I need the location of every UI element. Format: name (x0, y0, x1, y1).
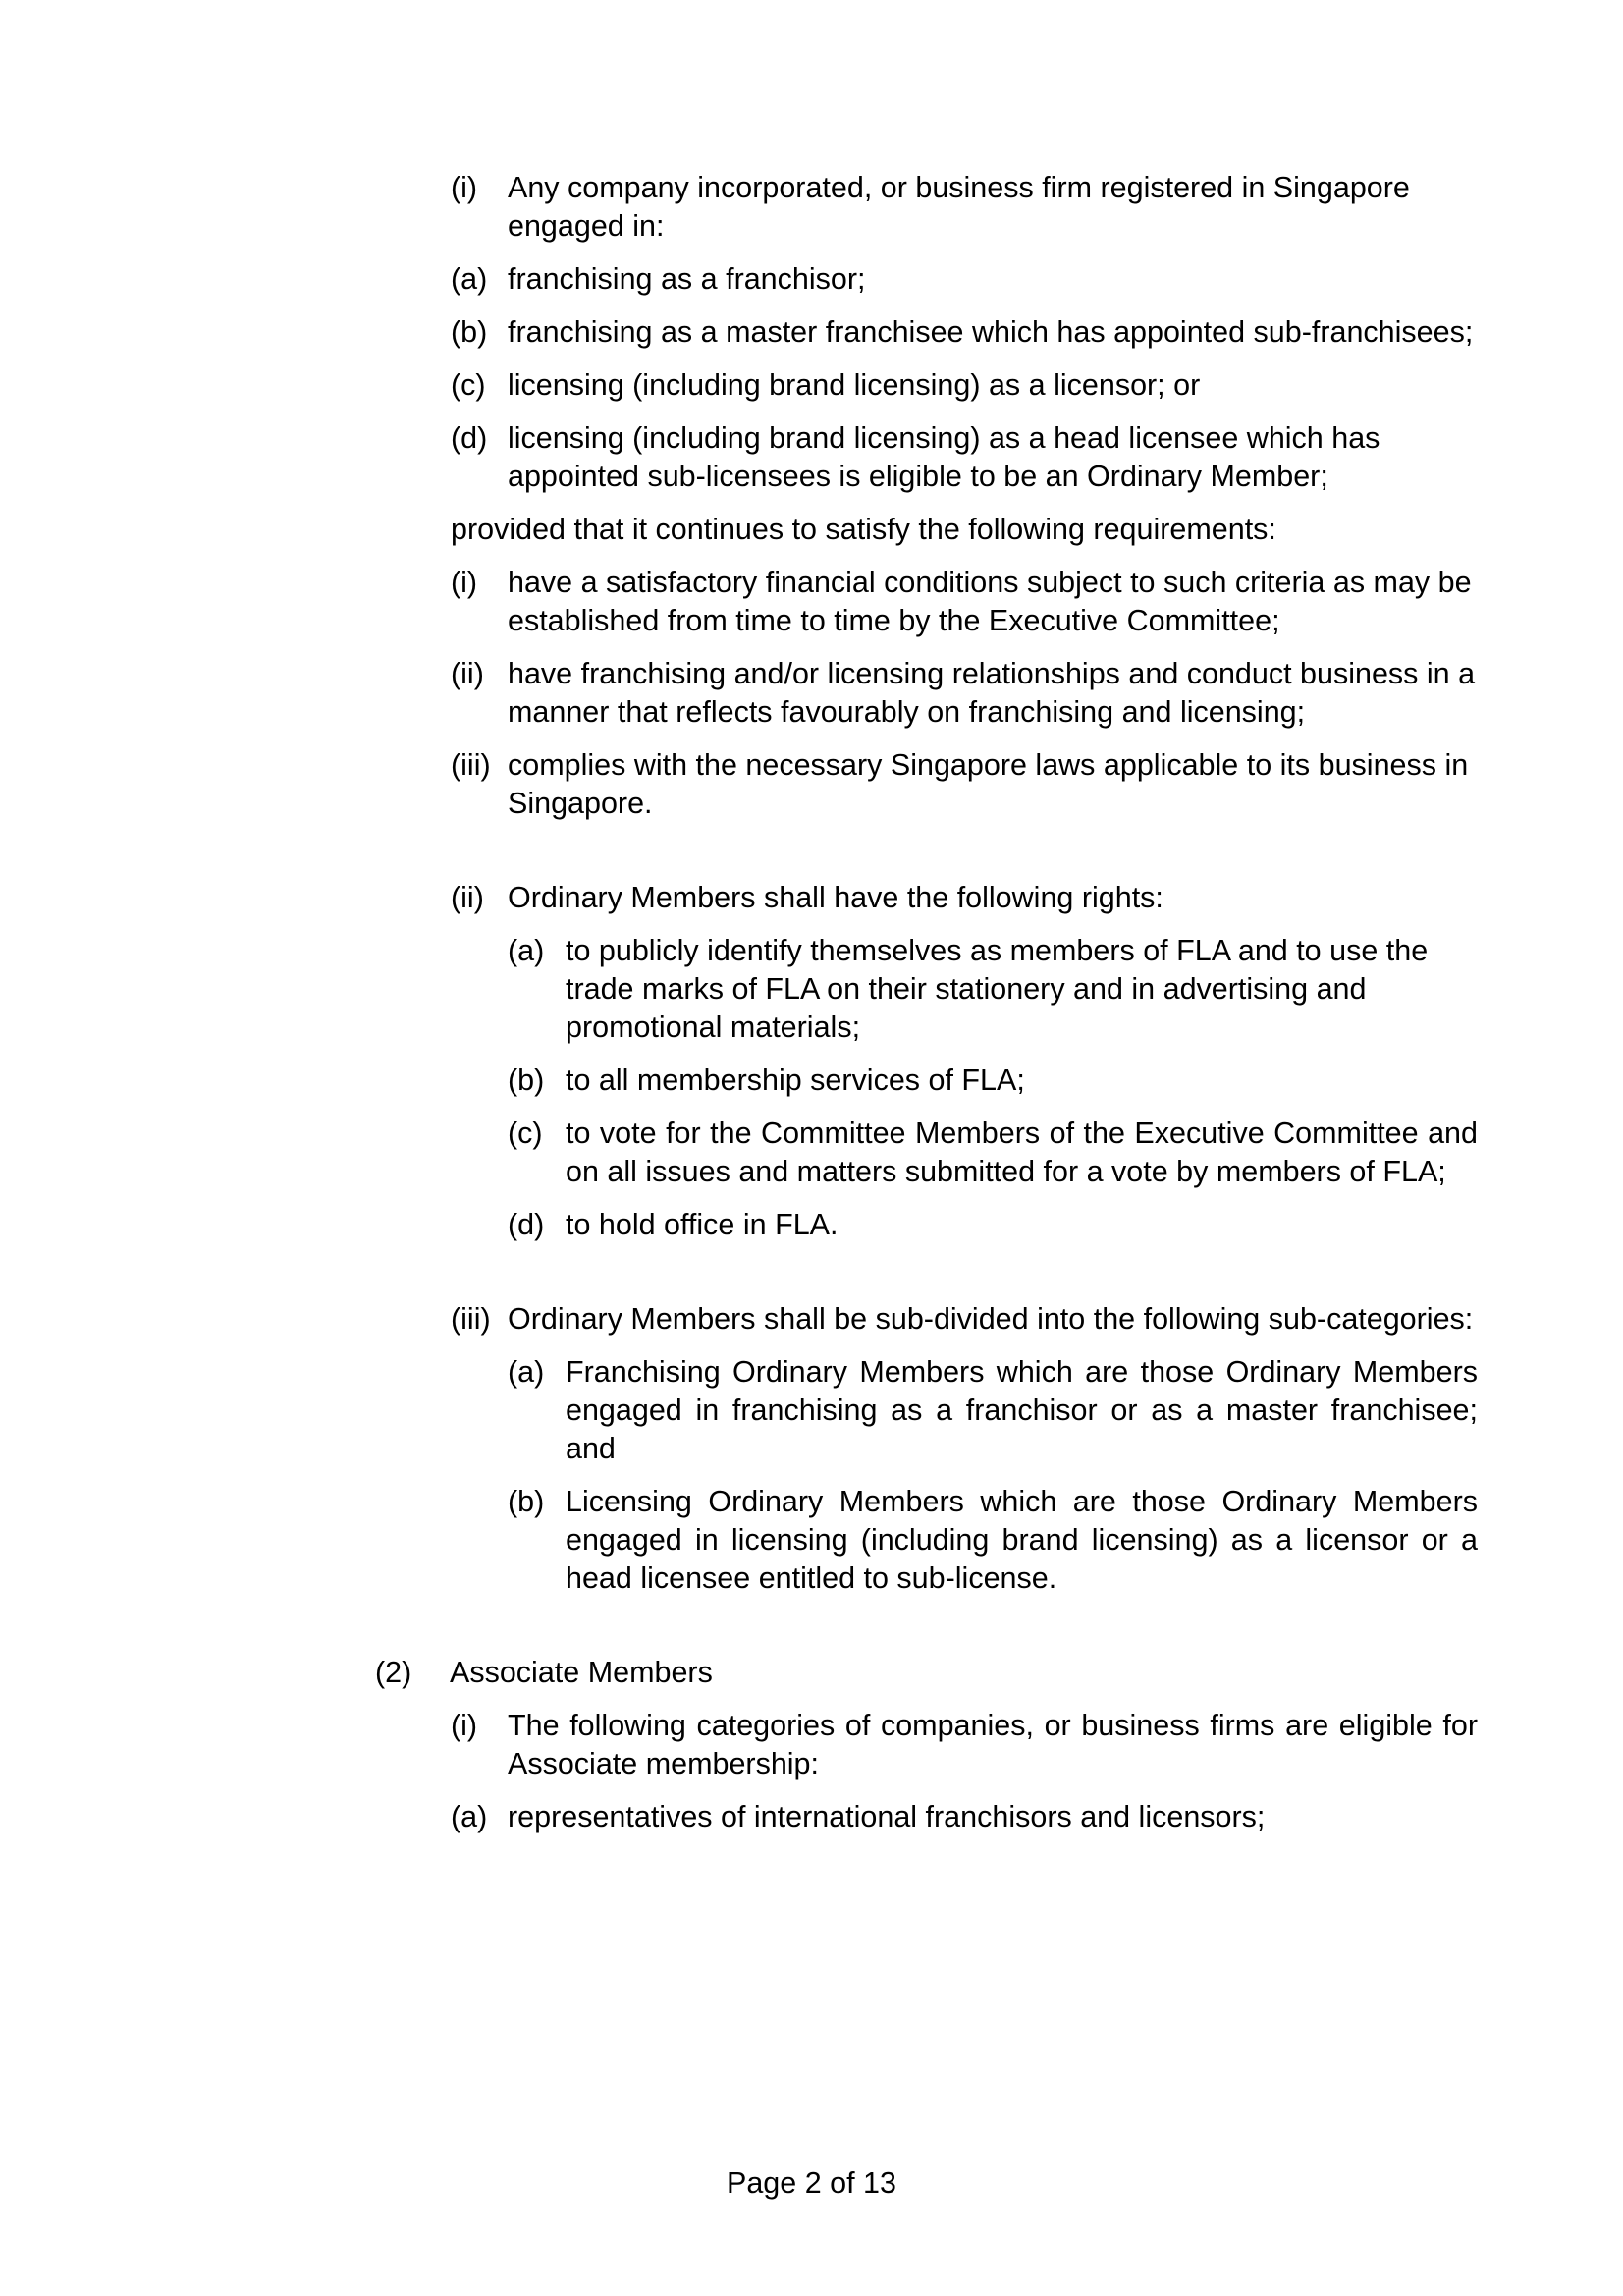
list-item-marker: (iii) (451, 748, 491, 782)
list-item (0, 1798, 1623, 1836)
list-item (0, 1707, 1623, 1783)
list-item-text: licensing (including brand licensing) as a licensor; or (508, 368, 1201, 402)
list-item (0, 1206, 1623, 1244)
list-item-text: Any company incorporated, or business firm registered in Singapore engaged in: (508, 171, 1410, 243)
list-item-text: Franchising Ordinary Members which are those Ordinary Members engaged in franchising as a franchisor or as a master franchisee; and (566, 1355, 1478, 1465)
list-item-text: provided that it continues to satisfy the following requirements: (451, 513, 1276, 546)
list-item-marker: (b) (508, 1485, 545, 1518)
list-item-marker: (a) (508, 1355, 545, 1389)
list-item-marker: (a) (508, 934, 545, 967)
list-item-text: to vote for the Committee Members of the Executive Committee and on all issues and matters submitted for a vote by members of FLA; (566, 1117, 1478, 1188)
list-item-marker: (iii) (451, 1302, 491, 1336)
list-item-marker: (ii) (451, 881, 484, 914)
list-item (0, 1115, 1623, 1191)
list-item-marker: (i) (451, 171, 478, 204)
list-item-marker: (i) (451, 566, 478, 599)
list-item (0, 511, 1623, 549)
list-item-text: Ordinary Members shall have the following rights: (508, 881, 1163, 914)
list-item (0, 655, 1623, 732)
list-item-text: to publicly identify themselves as members of FLA and to use the trade marks of FLA on their stationery and in advertising and promotional materials; (566, 934, 1429, 1044)
list-item-text: have a satisfactory financial conditions subject to such criteria as may be established from time to time by the Executive Committee; (508, 566, 1472, 637)
list-item (0, 1654, 1623, 1692)
list-item (0, 313, 1623, 352)
list-item (0, 169, 1623, 246)
list-item-text: franchising as a franchisor; (508, 262, 866, 296)
list-item-marker: (a) (451, 1800, 488, 1833)
list-item-text: Associate Members (450, 1656, 713, 1689)
list-item-marker: (a) (451, 262, 488, 296)
list-item-text: Licensing Ordinary Members which are those Ordinary Members engaged in licensing (including brand licensing) as a licensor or a head licensee entitled to sub-license. (566, 1485, 1478, 1595)
list-item-marker: (i) (451, 1709, 478, 1742)
document-body (0, 169, 1623, 1851)
list-item (0, 1300, 1623, 1339)
list-item (0, 564, 1623, 640)
page-number: Page 2 of 13 (727, 2166, 896, 2200)
list-item (0, 932, 1623, 1047)
list-item (0, 366, 1623, 405)
list-item-marker: (d) (508, 1208, 545, 1241)
list-item (0, 1483, 1623, 1598)
list-item-text: to hold office in FLA. (566, 1208, 839, 1241)
list-item-marker: (b) (508, 1064, 545, 1097)
list-item-text: The following categories of companies, or business firms are eligible for Associate membership: (508, 1709, 1478, 1780)
list-item (0, 746, 1623, 823)
list-item (0, 1062, 1623, 1100)
list-item-marker: (2) (375, 1656, 412, 1689)
list-item-text: licensing (including brand licensing) as a head licensee which has appointed sub-licensees is eligible to be an Ordinary Member; (508, 421, 1380, 493)
list-item-text: Ordinary Members shall be sub-divided into the following sub-categories: (508, 1302, 1474, 1336)
list-item (0, 1353, 1623, 1468)
list-item-marker: (c) (451, 368, 486, 402)
list-item-marker: (d) (451, 421, 488, 455)
list-item-text: complies with the necessary Singapore laws applicable to its business in Singapore. (508, 748, 1469, 820)
list-item (0, 260, 1623, 299)
list-item-text: representatives of international franchisors and licensors; (508, 1800, 1266, 1833)
list-item (0, 419, 1623, 496)
list-item-marker: (b) (451, 315, 488, 349)
list-item-marker: (c) (508, 1117, 543, 1150)
list-item-marker: (ii) (451, 657, 484, 690)
list-item-text: to all membership services of FLA; (566, 1064, 1025, 1097)
list-item-text: have franchising and/or licensing relationships and conduct business in a manner that reflects favourably on franchising and licensing; (508, 657, 1476, 729)
list-item-text: franchising as a master franchisee which has appointed sub-franchisees; (508, 315, 1474, 349)
list-item (0, 879, 1623, 917)
